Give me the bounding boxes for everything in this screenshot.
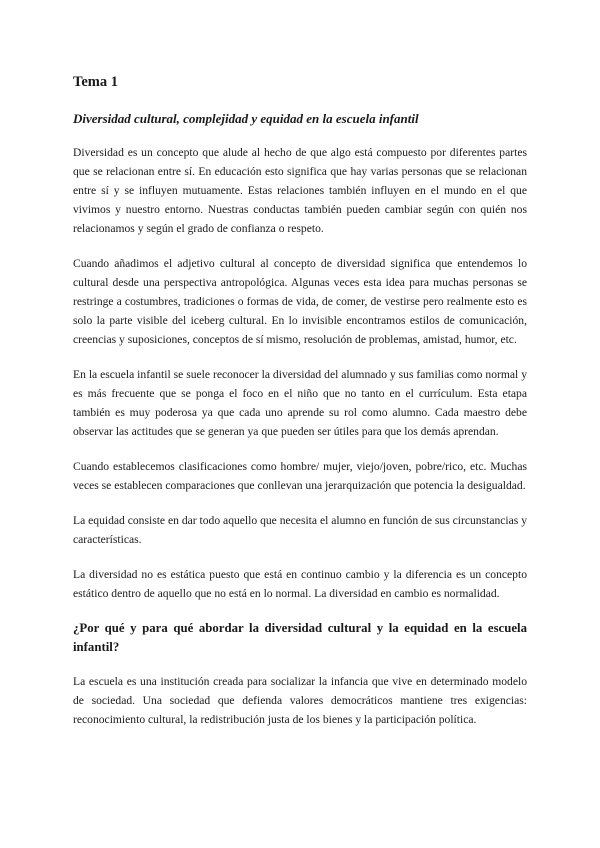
paragraph-diversidad-no-estatica: La diversidad no es estática puesto que está en continuo cambio y la diferencia es un concepto estático dentro de aquello que no está en lo normal. La diversidad en cambio es normalidad. <box>73 568 527 600</box>
section-question-heading: ¿Por qué y para qué abordar la diversidad cultural y la equidad en la escuela infantil? <box>73 621 527 654</box>
document-title: Tema 1 <box>73 74 118 90</box>
paragraph-escuela-infantil: En la escuela infantil se suele reconocer la diversidad del alumnado y sus familias como normal y es más frecuente que se ponga el foco en el niño que no tanto en el currículum. Esta etapa también es muy poderosa ya que cada uno aprende su rol como alumno. Cada maestro debe observar las actitudes que se generan ya que pueden ser útiles para que los demás aprendan. <box>73 368 527 438</box>
paragraph-escuela-institucion: La escuela es una institución creada para socializar la infancia que vive en determinado modelo de sociedad. Una sociedad que defienda valores democráticos mantiene tres exigencias: reconocimiento cultural, la redistribución justa de los bienes y la participación política. <box>73 675 527 726</box>
paragraph-clasificaciones: Cuando establecemos clasificaciones como hombre/ mujer, viejo/joven, pobre/rico, etc. Muchas veces se establecen comparaciones que conllevan una jerarquización que potencia la desigualdad. <box>73 460 527 492</box>
document-page <box>73 72 527 745</box>
paragraph-diversidad-cultural: Cuando añadimos el adjetivo cultural al concepto de diversidad significa que entendemos lo cultural desde una perspectiva antropológica. Algunas veces esta idea para muchas personas se restringe a costumbres, tradiciones o formas de vida, de comer, de vestirse pero realmente esto es solo la parte visible del iceberg cultural. En lo invisible encontramos estilos de comunicación, creencias y suposiciones, conceptos de sí mismo, resolución de problemas, amistad, humor, etc. <box>73 257 527 346</box>
document-subtitle: Diversidad cultural, complejidad y equidad en la escuela infantil <box>73 111 419 126</box>
paragraph-equidad: La equidad consiste en dar todo aquello que necesita el alumno en función de sus circunstancias y características. <box>73 514 527 546</box>
paragraph-diversidad: Diversidad es un concepto que alude al hecho de que algo está compuesto por diferentes partes que se relacionan entre sí. En educación esto significa que hay varias personas que se relacionan entre sí y se influyen mutuamente. Estas relaciones también influyen en el mundo en el que vivimos y nuestro entorno. Nuestras conductas también pueden cambiar según con quién nos relacionamos y según el grado de confianza o respeto. <box>73 146 527 235</box>
